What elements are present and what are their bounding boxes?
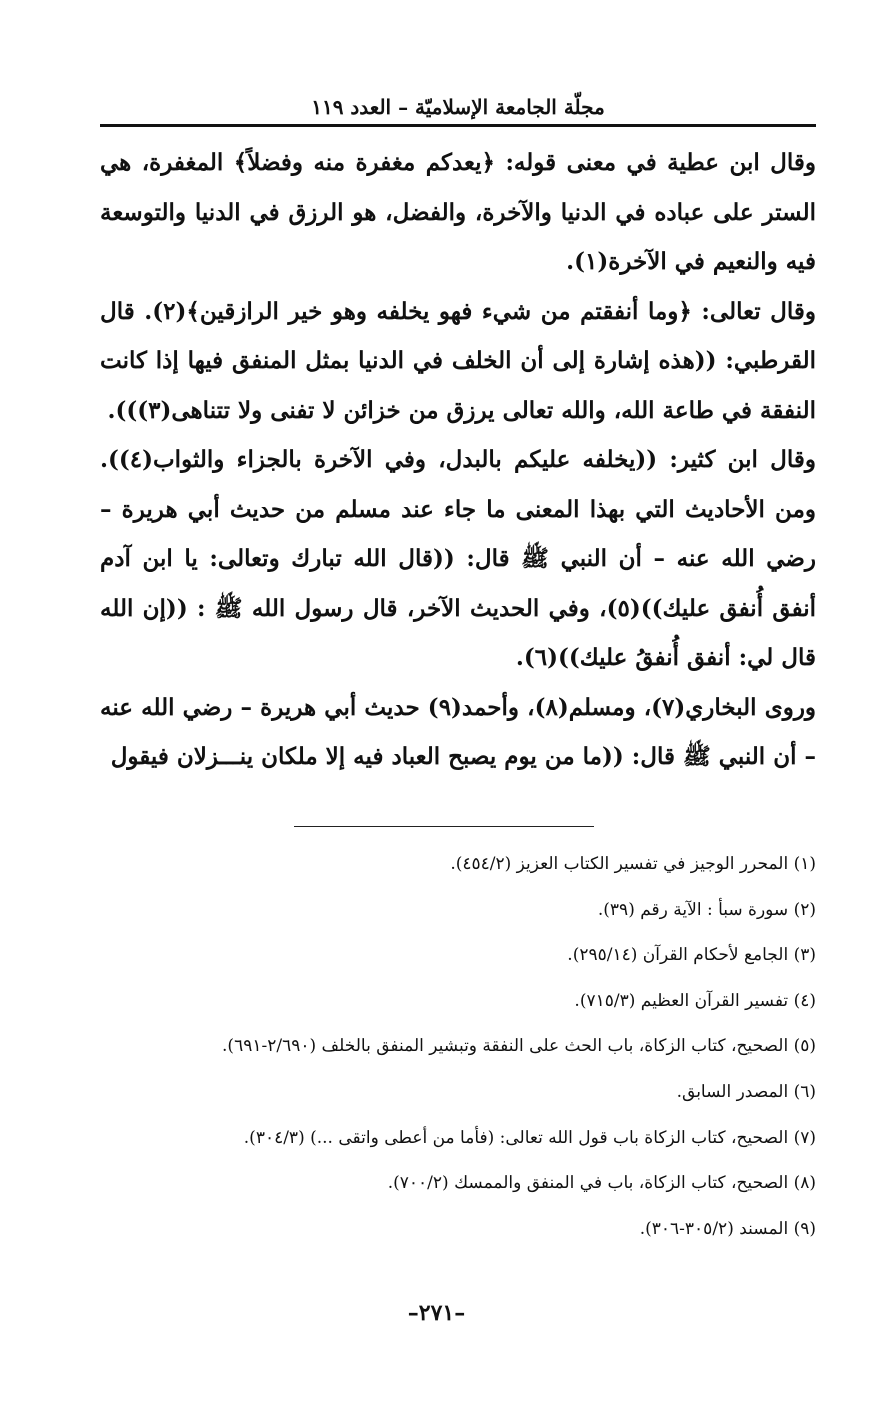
main-text (100, 138, 816, 782)
footnote-6: (٦) المصدر السابق. (676, 1081, 816, 1102)
footnote-4: (٤) تفسير القرآن العظيم (٧١٥/٣). (574, 990, 816, 1011)
footnote-9: (٩) المسند (٣٠٥/٢-٣٠٦). (639, 1218, 816, 1239)
header-rule (100, 124, 816, 127)
footnotes (100, 842, 816, 1252)
page-number: –٢٧١– (407, 1300, 466, 1326)
footnote-5: (٥) الصحيح، كتاب الزكاة، باب الحث على النفقة وتبشير المنفق بالخلف (٢/٦٩٠-٦٩١). (222, 1036, 816, 1057)
footnote-1: (١) المحرر الوجيز في تفسير الكتاب العزيز (٤٥٤/٢). (450, 854, 816, 874)
footnote-2: (٢) سورة سبأ : الآية رقم (٣٩). (597, 899, 816, 920)
footnote-8: (٨) الصحيح، كتاب الزكاة، باب في المنفق والممسك (٧٠٠/٢). (387, 1173, 816, 1194)
footnote-7: (٧) الصحيح، كتاب الزكاة باب قول الله تعالى: (فأما من أعطى واتقى ...) (٣٠٤/٣). (243, 1127, 816, 1148)
paragraph-ibn-kathir: وقال ابن كثير: ((يخلفه عليكم بالبدل، وفي الآخرة بالجزاء والثواب(٤)). ومن الأحاديث التي بهذا المعنى ما جاء عند مسلم من حديث أبي هريرة – رضي الله عنه – أن النبي ﷺ قال: ((قال الله تبارك وتعالى: يا ابن آدم أنفق أُنفق عليك))(٥)، وفي الحديث الآخر، قال رسول الله ﷺ : ((إن الله قال لي: أنفق أُنفقُ عليك))(٦). (100, 446, 817, 671)
journal-header: مجلّة الجامعة الإسلاميّة – العدد ١١٩ (311, 95, 605, 119)
footnote-separator (294, 826, 594, 827)
paragraph-bukhari: وروى البخاري(٧)، ومسلم(٨)، وأحمد(٩) حديث أبي هريرة – رضي الله عنه – أن النبي ﷺ قال: ((ما من يوم يصبح العباد فيه إلا ملكان ينـــزلان فيقول (100, 693, 817, 770)
footnote-3: (٣) الجامع لأحكام القرآن (٢٩٥/١٤). (567, 945, 816, 966)
paragraph-qurtubi: وقال تعالى: ﴿وما أنفقتم من شيء فهو يخلفه وهو خير الرازقين﴾(٢). قال القرطبي: ((هذه إشارة إلى أن الخلف في الدنيا بمثل المنفق فيها إذا كانت النفقة في طاعة الله، والله تعالى يرزق من خزائن لا تفنى ولا تتناهى(٣))). (100, 297, 816, 424)
paragraph-ibn-atiyya: وقال ابن عطية في معنى قوله: ﴿يعدكم مغفرة منه وفضلاً﴾ المغفرة، هي الستر على عباده في الدنيا والآخرة، والفضل، هو الرزق في الدنيا والتوسعة فيه والنعيم في الآخرة(١). (100, 149, 816, 275)
